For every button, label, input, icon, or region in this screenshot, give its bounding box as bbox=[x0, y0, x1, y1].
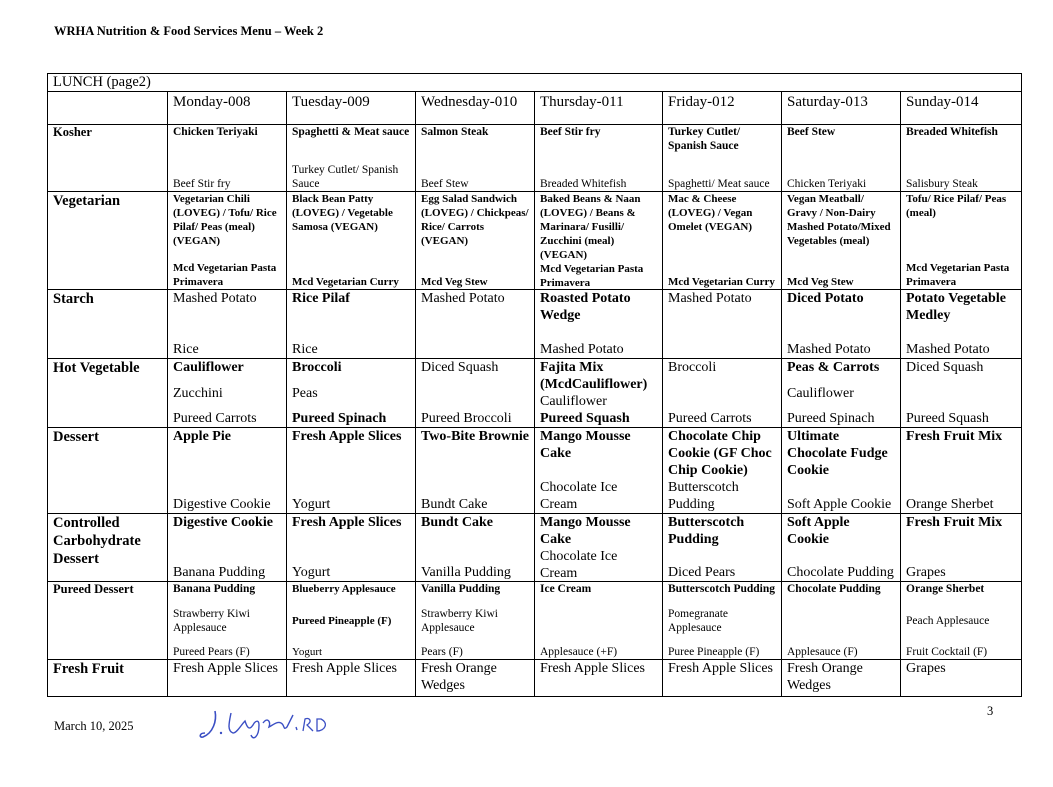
menu-item: Blueberry Applesauce bbox=[292, 583, 396, 595]
row-label-text: Fresh Fruit bbox=[53, 661, 125, 677]
row-label-text: Hot Vegetable bbox=[53, 360, 140, 376]
menu-cell bbox=[782, 660, 901, 697]
menu-item: Butterscotch Pudding bbox=[668, 480, 739, 512]
menu-item: Fresh Apple Slices bbox=[292, 429, 402, 444]
menu-item: Bundt Cake bbox=[421, 497, 488, 512]
menu-cell bbox=[782, 290, 901, 359]
menu-row-controlled-carb bbox=[48, 514, 1022, 582]
table-caption: LUNCH (page2) bbox=[48, 74, 1022, 92]
row-label bbox=[48, 290, 168, 359]
menu-item: Banana Pudding bbox=[173, 583, 256, 595]
menu-item: Grapes bbox=[906, 661, 946, 676]
menu-cell bbox=[663, 582, 782, 660]
menu-item: Cauliflower bbox=[787, 385, 854, 401]
menu-item: Mashed Potato bbox=[421, 291, 505, 306]
menu-item: Mcd Veg Stew bbox=[421, 276, 488, 288]
day-header: Wednesday-010 bbox=[416, 92, 535, 125]
menu-item: Orange Sherbet bbox=[906, 583, 985, 595]
menu-cell bbox=[901, 290, 1022, 359]
menu-item: Beef Stir fry bbox=[540, 126, 601, 138]
day-header-row bbox=[48, 92, 1022, 125]
menu-cell bbox=[416, 660, 535, 697]
menu-cell bbox=[901, 514, 1022, 582]
menu-cell bbox=[416, 125, 535, 192]
menu-item: Fresh Apple Slices bbox=[292, 661, 397, 676]
menu-item: Spaghetti/ Meat sauce bbox=[668, 178, 770, 190]
menu-item: Mcd Vegetarian Pasta Primavera bbox=[173, 262, 277, 288]
menu-cell bbox=[901, 125, 1022, 192]
footer-date: March 10, 2025 bbox=[54, 719, 134, 733]
signature-image bbox=[197, 703, 337, 743]
menu-cell bbox=[287, 428, 416, 514]
menu-item: Chicken Teriyaki bbox=[173, 126, 258, 138]
menu-cell bbox=[287, 514, 416, 582]
menu-item: Apple Pie bbox=[173, 429, 231, 444]
row-label-text: Dessert bbox=[53, 429, 99, 445]
menu-cell bbox=[168, 660, 287, 697]
menu-item: Pureed Spinach bbox=[292, 411, 387, 426]
menu-item: Mango Mousse Cake bbox=[540, 429, 631, 461]
menu-item: Fruit Cocktail (F) bbox=[906, 646, 988, 658]
menu-item: Salmon Steak bbox=[421, 126, 489, 138]
menu-cell bbox=[901, 660, 1022, 697]
menu-cell bbox=[287, 359, 416, 428]
menu-item: Yogurt bbox=[292, 646, 323, 658]
menu-item: Pomegranate Applesauce bbox=[668, 607, 729, 634]
menu-item: Tofu/ Rice Pilaf/ Peas (meal) bbox=[906, 193, 1007, 219]
day-header: Sunday-014 bbox=[901, 92, 1022, 125]
menu-cell bbox=[168, 582, 287, 660]
menu-item: Ice Cream bbox=[540, 583, 592, 595]
menu-cell bbox=[782, 514, 901, 582]
menu-item: Applesauce (+F) bbox=[540, 646, 618, 658]
menu-cell bbox=[782, 359, 901, 428]
menu-item: Mcd Vegetarian Curry bbox=[292, 276, 399, 288]
menu-item: Breaded Whitefish bbox=[540, 178, 627, 190]
menu-item: Yogurt bbox=[292, 565, 331, 580]
menu-item: Pureed Pears (F) bbox=[173, 646, 250, 658]
menu-item: Broccoli bbox=[292, 360, 342, 375]
menu-cell bbox=[782, 582, 901, 660]
menu-item: Mashed Potato bbox=[906, 342, 990, 357]
menu-item: Two-Bite Brownie bbox=[421, 429, 529, 444]
menu-item: Baked Beans & Naan (LOVEG) / Beans & Marinara/ Fusilli/ Zucchini (meal) (VEGAN) bbox=[540, 193, 641, 261]
menu-cell bbox=[535, 514, 663, 582]
menu-cell bbox=[535, 290, 663, 359]
menu-cell bbox=[287, 582, 416, 660]
menu-item: Roasted Potato Wedge bbox=[540, 291, 631, 323]
menu-item: Butterscotch Pudding bbox=[668, 583, 776, 595]
menu-item: Chocolate Pudding bbox=[787, 583, 881, 595]
menu-cell bbox=[416, 514, 535, 582]
menu-item: Soft Apple Cookie bbox=[787, 497, 892, 512]
menu-item: Egg Salad Sandwich (LOVEG) / Chickpeas/ Rice/ Carrots (VEGAN) bbox=[421, 193, 529, 247]
menu-item: Mcd Vegetarian Pasta Primavera bbox=[540, 263, 644, 289]
menu-cell bbox=[168, 514, 287, 582]
menu-item: Pureed Carrots bbox=[173, 411, 257, 426]
day-header: Friday-012 bbox=[663, 92, 782, 125]
menu-item: Pears (F) bbox=[421, 646, 463, 658]
menu-item: Broccoli bbox=[668, 360, 717, 375]
menu-cell bbox=[168, 125, 287, 192]
menu-item: Breaded Whitefish bbox=[906, 126, 998, 138]
menu-cell bbox=[416, 290, 535, 359]
table-caption-row bbox=[48, 74, 1022, 92]
menu-row-starch bbox=[48, 290, 1022, 359]
row-label-text: Vegetarian bbox=[53, 193, 121, 209]
menu-cell bbox=[168, 290, 287, 359]
menu-cell bbox=[901, 359, 1022, 428]
menu-item: Vegetarian Chili (LOVEG) / Tofu/ Rice Pilaf/ Peas (meal) (VEGAN) bbox=[173, 193, 277, 247]
row-label-text: Controlled Carbohydrate Dessert bbox=[53, 515, 141, 567]
menu-item: Soft Apple Cookie bbox=[787, 515, 850, 547]
menu-cell bbox=[901, 428, 1022, 514]
menu-cell bbox=[663, 125, 782, 192]
menu-item: Fresh Fruit Mix bbox=[906, 429, 1003, 444]
row-label bbox=[48, 514, 168, 582]
menu-item: Rice Pilaf bbox=[292, 291, 350, 306]
menu-item: Turkey Cutlet/ Spanish Sauce bbox=[292, 164, 399, 190]
day-header: Tuesday-009 bbox=[287, 92, 416, 125]
day-header: Monday-008 bbox=[168, 92, 287, 125]
menu-cell bbox=[416, 192, 535, 290]
menu-cell bbox=[535, 359, 663, 428]
menu-item: Salisbury Steak bbox=[906, 178, 978, 190]
menu-item: Ultimate Chocolate Fudge Cookie bbox=[787, 429, 888, 478]
corner-cell bbox=[48, 92, 168, 125]
menu-row-kosher bbox=[48, 125, 1022, 192]
menu-cell bbox=[535, 192, 663, 290]
menu-item: Orange Sherbet bbox=[906, 497, 994, 512]
row-label-text: Starch bbox=[53, 291, 94, 307]
menu-item: Mcd Vegetarian Pasta Primavera bbox=[906, 262, 1010, 288]
menu-cell bbox=[416, 359, 535, 428]
row-label bbox=[48, 192, 168, 290]
menu-item: Pureed Pineapple (F) bbox=[292, 614, 392, 627]
menu-item: Cauliflower bbox=[173, 360, 244, 375]
menu-item: Butterscotch Pudding bbox=[668, 515, 745, 547]
menu-item: Rice bbox=[292, 342, 318, 357]
menu-item: Mango Mousse Cake bbox=[540, 515, 631, 547]
menu-row-hot-vegetable bbox=[48, 359, 1022, 428]
menu-item: Black Bean Patty (LOVEG) / Vegetable Samosa (VEGAN) bbox=[292, 193, 393, 233]
menu-cell bbox=[782, 428, 901, 514]
menu-item: Pureed Spinach bbox=[787, 411, 875, 426]
row-label bbox=[48, 359, 168, 428]
menu-item: Fresh Apple Slices bbox=[540, 661, 645, 676]
menu-cell bbox=[416, 428, 535, 514]
menu-item: Vanilla Pudding bbox=[421, 583, 501, 595]
menu-item: Beef Stir fry bbox=[173, 178, 231, 190]
menu-cell bbox=[535, 428, 663, 514]
menu-cell bbox=[287, 192, 416, 290]
menu-item: Fresh Apple Slices bbox=[668, 661, 773, 676]
menu-cell bbox=[168, 192, 287, 290]
menu-item: Diced Squash bbox=[421, 360, 499, 375]
menu-cell bbox=[416, 582, 535, 660]
menu-item: Strawberry Kiwi Applesauce bbox=[421, 607, 498, 634]
day-header: Saturday-013 bbox=[782, 92, 901, 125]
menu-item: Peas & Carrots bbox=[787, 360, 880, 375]
menu-item: Mac & Cheese (LOVEG) / Vegan Omelet (VEGAN) bbox=[668, 193, 753, 233]
page-number: 3 bbox=[987, 704, 994, 718]
menu-row-fresh-fruit bbox=[48, 660, 1022, 697]
menu-item: Rice bbox=[173, 342, 199, 357]
row-label bbox=[48, 582, 168, 660]
row-label bbox=[48, 125, 168, 192]
menu-item: Pureed Squash bbox=[906, 411, 989, 426]
menu-item: Fresh Apple Slices bbox=[292, 515, 402, 530]
menu-cell bbox=[901, 192, 1022, 290]
document-title: WRHA Nutrition & Food Services Menu – Week 2 bbox=[54, 24, 324, 38]
menu-cell bbox=[782, 192, 901, 290]
menu-item: Beef Stew bbox=[787, 126, 836, 138]
day-header: Thursday-011 bbox=[535, 92, 663, 125]
menu-item: Chocolate Ice Cream bbox=[540, 480, 618, 512]
menu-row-vegetarian bbox=[48, 192, 1022, 290]
menu-item: Peach Applesauce bbox=[906, 614, 990, 627]
menu-cell bbox=[901, 582, 1022, 660]
menu-item: Vegan Meatball/ Gravy / Non-Dairy Mashed Potato/Mixed Vegetables (meal) bbox=[787, 193, 891, 247]
menu-cell bbox=[663, 359, 782, 428]
menu-item: Digestive Cookie bbox=[173, 515, 273, 530]
menu-item: Puree Pineapple (F) bbox=[668, 646, 760, 658]
menu-item: Turkey Cutlet/ Spanish Sauce bbox=[668, 126, 741, 152]
menu-item: Spaghetti & Meat sauce bbox=[292, 126, 410, 138]
menu-item: Chicken Teriyaki bbox=[787, 178, 867, 190]
menu-item: Vanilla Pudding bbox=[421, 565, 511, 580]
menu-item: Diced Pears bbox=[668, 565, 736, 580]
menu-item: Fresh Apple Slices bbox=[173, 661, 278, 676]
menu-cell bbox=[663, 514, 782, 582]
menu-item: Peas bbox=[292, 385, 318, 401]
menu-item: Fresh Orange Wedges bbox=[787, 661, 863, 693]
menu-item: Strawberry Kiwi Applesauce bbox=[173, 607, 250, 634]
row-label-text: Pureed Dessert bbox=[53, 582, 134, 596]
menu-cell bbox=[782, 125, 901, 192]
menu-item: Mashed Potato bbox=[668, 291, 752, 306]
menu-item: Mashed Potato bbox=[540, 342, 624, 357]
menu-cell bbox=[663, 660, 782, 697]
menu-cell bbox=[168, 428, 287, 514]
menu-item: Mcd Vegetarian Curry bbox=[668, 276, 775, 288]
lunch-menu-table bbox=[47, 73, 1022, 697]
menu-item: Cauliflower bbox=[540, 394, 607, 409]
menu-item: Diced Potato bbox=[787, 291, 864, 306]
menu-item: Pureed Broccoli bbox=[421, 411, 512, 426]
menu-cell bbox=[663, 290, 782, 359]
menu-cell bbox=[535, 660, 663, 697]
row-label bbox=[48, 660, 168, 697]
menu-row-dessert bbox=[48, 428, 1022, 514]
menu-item: Diced Squash bbox=[906, 360, 984, 375]
menu-item: Chocolate Chip Cookie (GF Choc Chip Cookie) bbox=[668, 429, 772, 478]
menu-item: Bundt Cake bbox=[421, 515, 493, 530]
menu-item: Fajita Mix (McdCauliflower) bbox=[540, 360, 648, 392]
menu-item: Applesauce (F) bbox=[787, 646, 858, 658]
row-label-text: Kosher bbox=[53, 125, 92, 139]
menu-cell bbox=[287, 125, 416, 192]
menu-item: Digestive Cookie bbox=[173, 497, 271, 512]
menu-cell bbox=[535, 582, 663, 660]
menu-item: Potato Vegetable Medley bbox=[906, 291, 1006, 323]
menu-item: Fresh Fruit Mix bbox=[906, 515, 1003, 530]
menu-cell bbox=[287, 290, 416, 359]
menu-item: Mashed Potato bbox=[173, 291, 257, 306]
menu-item: Pureed Carrots bbox=[668, 411, 752, 426]
menu-cell bbox=[663, 192, 782, 290]
menu-item: Beef Stew bbox=[421, 178, 469, 190]
row-label bbox=[48, 428, 168, 514]
menu-item: Banana Pudding bbox=[173, 565, 266, 580]
menu-item: Mashed Potato bbox=[787, 342, 871, 357]
menu-item: Fresh Orange Wedges bbox=[421, 661, 497, 693]
menu-item: Chocolate Ice Cream bbox=[540, 549, 618, 581]
menu-item: Zucchini bbox=[173, 385, 223, 401]
menu-cell bbox=[535, 125, 663, 192]
menu-cell bbox=[663, 428, 782, 514]
menu-cell bbox=[287, 660, 416, 697]
menu-item: Pureed Squash bbox=[540, 411, 630, 426]
menu-cell bbox=[168, 359, 287, 428]
menu-item: Yogurt bbox=[292, 497, 331, 512]
menu-item: Mcd Veg Stew bbox=[787, 276, 854, 288]
menu-row-pureed-dessert bbox=[48, 582, 1022, 660]
menu-item: Grapes bbox=[906, 565, 946, 580]
menu-item: Chocolate Pudding bbox=[787, 565, 894, 580]
